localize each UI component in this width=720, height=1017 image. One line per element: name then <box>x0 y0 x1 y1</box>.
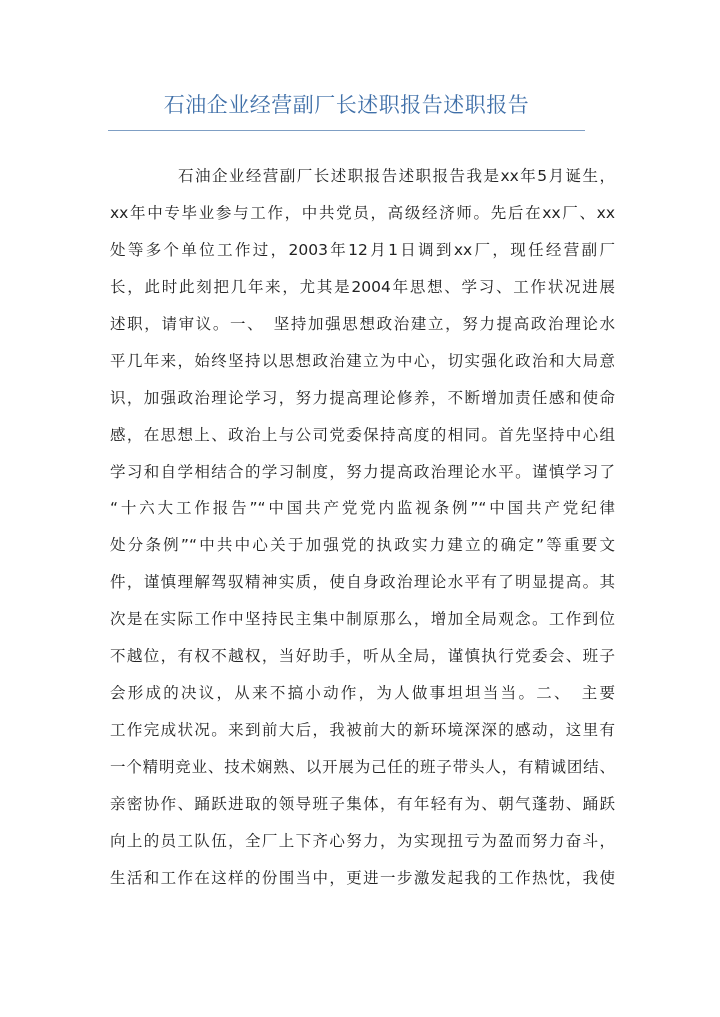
text-line: 感，在思想上、政治上与公司党委保持高度的相同。首先坚持中心组 <box>110 425 615 444</box>
title-divider <box>108 130 585 131</box>
text-line: 识，加强政治理论学习，努力提高理论修养，不断增加责任感和使命 <box>110 388 615 407</box>
text-line: 次是在实际工作中坚持民主集中制原那么，增加全局观念。工作到位 <box>110 610 615 629</box>
text-line: 学习和自学相结合的学习制度，努力提高政治理论水平。谨慎学习了 <box>110 462 615 481</box>
text-line: 会形成的决议，从来不搞小动作，为人做事坦坦当当。二、 主要 <box>110 684 615 703</box>
text-line: 平几年来，始终坚持以思想政治建立为中心，切实强化政治和大局意 <box>110 351 615 370</box>
text-line: 石油企业经营副厂长述职报告述职报告我是xx年5月诞生， <box>178 167 615 185</box>
text-line: 向上的员工队伍，全厂上下齐心努力，为实现扭亏为盈而努力奋斗， <box>110 831 615 850</box>
text-line: 长，此时此刻把几年来，尤其是2004年思想、学习、工作状况进展 <box>110 277 615 296</box>
text-line: 件，谨慎理解驾驭精神实质，使自身政治理论水平有了明显提高。其 <box>110 573 615 592</box>
body-text <box>110 158 615 897</box>
text-line: xx年中专毕业参与工作，中共党员，高级经济师。先后在xx厂、xx <box>110 203 615 222</box>
text-line: 一个精明竞业、技术娴熟、以开展为己任的班子带头人，有精诚团结、 <box>110 758 615 776</box>
text-line: 不越位，有权不越权，当好助手，听从全局，谨慎执行党委会、班子 <box>110 647 615 666</box>
text-line: 述职，请审议。一、 坚持加强思想政治建立，努力提高政治理论水 <box>110 314 615 333</box>
text-line: 工作完成状况。来到前大后，我被前大的新环境深深的感动，这里有 <box>110 721 615 740</box>
text-line: 处等多个单位工作过，2003年12月1日调到xx厂，现任经营副厂 <box>110 240 615 259</box>
text-line: 处分条例”“中共中心关于加强党的执政实力建立的确定”等重要文 <box>110 536 615 555</box>
text-line: 亲密协作、踊跃进取的领导班子集体，有年轻有为、朝气蓬勃、踊跃 <box>110 794 615 813</box>
document-title: 石油企业经营副厂长述职报告述职报告 <box>163 93 530 117</box>
text-line: 生活和工作在这样的份围当中，更进一步激发起我的工作热忱，我使 <box>110 868 615 887</box>
text-line: “十六大工作报告”“中国共产党党内监视条例”“中国共产党纪律 <box>110 499 615 518</box>
